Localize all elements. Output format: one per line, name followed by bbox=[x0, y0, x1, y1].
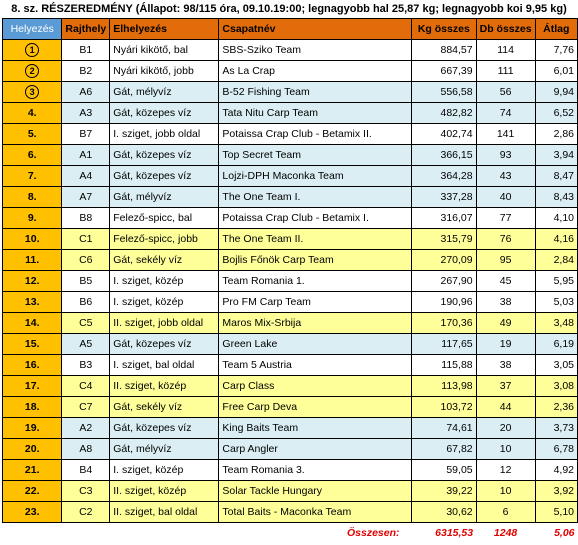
db-cell: 37 bbox=[476, 376, 535, 397]
avg-cell: 3,08 bbox=[535, 376, 577, 397]
team-cell: Team Romania 3. bbox=[219, 460, 412, 481]
db-cell: 43 bbox=[476, 166, 535, 187]
place-cell: 8. bbox=[3, 187, 62, 208]
avg-cell: 2,86 bbox=[535, 124, 577, 145]
place-cell: 11. bbox=[3, 250, 62, 271]
avg-cell: 4,92 bbox=[535, 460, 577, 481]
place-cell: 18. bbox=[3, 397, 62, 418]
peg-cell: A5 bbox=[62, 334, 110, 355]
team-cell: Free Carp Deva bbox=[219, 397, 412, 418]
db-cell: 93 bbox=[476, 145, 535, 166]
table-row bbox=[3, 208, 578, 229]
team-cell: The One Team II. bbox=[219, 229, 412, 250]
table-row bbox=[3, 439, 578, 460]
team-cell: Bojlis Főnök Carp Team bbox=[219, 250, 412, 271]
peg-cell: B3 bbox=[62, 355, 110, 376]
table-header-row bbox=[3, 19, 578, 40]
db-cell: 19 bbox=[476, 334, 535, 355]
location-cell: II. sziget, jobb oldal bbox=[110, 313, 219, 334]
peg-cell: B5 bbox=[62, 271, 110, 292]
peg-cell: A4 bbox=[62, 166, 110, 187]
location-cell: Felező-spicc, jobb bbox=[110, 229, 219, 250]
table-row bbox=[3, 40, 578, 61]
avg-cell: 5,10 bbox=[535, 502, 577, 523]
location-cell: Gát, mélyvíz bbox=[110, 82, 219, 103]
location-cell: I. sziget, bal oldal bbox=[110, 355, 219, 376]
location-cell: Gát, közepes víz bbox=[110, 103, 219, 124]
place-cell: 22. bbox=[3, 481, 62, 502]
header-atlag: Átlag bbox=[535, 19, 577, 40]
avg-cell: 3,05 bbox=[535, 355, 577, 376]
place-cell: 19. bbox=[3, 418, 62, 439]
peg-cell: C4 bbox=[62, 376, 110, 397]
location-cell: II. sziget, közép bbox=[110, 376, 219, 397]
kg-cell: 366,15 bbox=[412, 145, 477, 166]
peg-cell: A8 bbox=[62, 439, 110, 460]
avg-cell: 2,84 bbox=[535, 250, 577, 271]
db-cell: 77 bbox=[476, 208, 535, 229]
kg-cell: 270,09 bbox=[412, 250, 477, 271]
team-cell: Top Secret Team bbox=[219, 145, 412, 166]
table-row bbox=[3, 229, 578, 250]
place-cell: 14. bbox=[3, 313, 62, 334]
table-row bbox=[3, 166, 578, 187]
avg-cell: 5,95 bbox=[535, 271, 577, 292]
db-cell: 38 bbox=[476, 292, 535, 313]
table-row bbox=[3, 250, 578, 271]
table-row bbox=[3, 61, 578, 82]
kg-cell: 117,65 bbox=[412, 334, 477, 355]
location-cell: Gát, közepes víz bbox=[110, 334, 219, 355]
header-db-osszes: Db összes bbox=[476, 19, 535, 40]
table-row bbox=[3, 124, 578, 145]
peg-cell: C5 bbox=[62, 313, 110, 334]
totals-avg: 5,06 bbox=[535, 523, 577, 544]
kg-cell: 39,22 bbox=[412, 481, 477, 502]
kg-cell: 115,88 bbox=[412, 355, 477, 376]
avg-cell: 9,94 bbox=[535, 82, 577, 103]
kg-cell: 364,28 bbox=[412, 166, 477, 187]
avg-cell: 6,19 bbox=[535, 334, 577, 355]
kg-cell: 337,28 bbox=[412, 187, 477, 208]
db-cell: 12 bbox=[476, 460, 535, 481]
table-row bbox=[3, 376, 578, 397]
header-elhelyezes: Elhelyezés bbox=[110, 19, 219, 40]
db-cell: 95 bbox=[476, 250, 535, 271]
peg-cell: A1 bbox=[62, 145, 110, 166]
location-cell: II. sziget, bal oldal bbox=[110, 502, 219, 523]
avg-cell: 6,78 bbox=[535, 439, 577, 460]
peg-cell: A7 bbox=[62, 187, 110, 208]
kg-cell: 59,05 bbox=[412, 460, 477, 481]
kg-cell: 30,62 bbox=[412, 502, 477, 523]
avg-cell: 7,76 bbox=[535, 40, 577, 61]
peg-cell: A3 bbox=[62, 103, 110, 124]
location-cell: Gát, sekély víz bbox=[110, 250, 219, 271]
place-cell bbox=[3, 40, 62, 61]
db-cell: 49 bbox=[476, 313, 535, 334]
team-cell: As La Crap bbox=[219, 61, 412, 82]
kg-cell: 556,58 bbox=[412, 82, 477, 103]
db-cell: 10 bbox=[476, 439, 535, 460]
db-cell: 38 bbox=[476, 355, 535, 376]
kg-cell: 74,61 bbox=[412, 418, 477, 439]
location-cell: Gát, mélyvíz bbox=[110, 439, 219, 460]
avg-cell: 3,73 bbox=[535, 418, 577, 439]
db-cell: 44 bbox=[476, 397, 535, 418]
location-cell: II. sziget, közép bbox=[110, 481, 219, 502]
header-kg-osszes: Kg összes bbox=[412, 19, 477, 40]
place-cell: 12. bbox=[3, 271, 62, 292]
place-cell: 23. bbox=[3, 502, 62, 523]
results-table bbox=[2, 18, 578, 544]
kg-cell: 190,96 bbox=[412, 292, 477, 313]
table-row bbox=[3, 334, 578, 355]
avg-cell: 8,43 bbox=[535, 187, 577, 208]
team-cell: The One Team I. bbox=[219, 187, 412, 208]
place-cell: 16. bbox=[3, 355, 62, 376]
team-cell: Lojzi-DPH Maconka Team bbox=[219, 166, 412, 187]
peg-cell: C7 bbox=[62, 397, 110, 418]
table-row bbox=[3, 313, 578, 334]
db-cell: 111 bbox=[476, 61, 535, 82]
avg-cell: 4,16 bbox=[535, 229, 577, 250]
team-cell: Green Lake bbox=[219, 334, 412, 355]
team-cell: Carp Angler bbox=[219, 439, 412, 460]
place-cell: 20. bbox=[3, 439, 62, 460]
place-cell bbox=[3, 61, 62, 82]
db-cell: 76 bbox=[476, 229, 535, 250]
location-cell: Gát, közepes víz bbox=[110, 166, 219, 187]
location-cell: I. sziget, közép bbox=[110, 292, 219, 313]
peg-cell: C2 bbox=[62, 502, 110, 523]
peg-cell: B2 bbox=[62, 61, 110, 82]
place-cell: 5. bbox=[3, 124, 62, 145]
kg-cell: 267,90 bbox=[412, 271, 477, 292]
team-cell: Solar Tackle Hungary bbox=[219, 481, 412, 502]
team-cell: Carp Class bbox=[219, 376, 412, 397]
peg-cell: B8 bbox=[62, 208, 110, 229]
location-cell: Gát, közepes víz bbox=[110, 145, 219, 166]
db-cell: 114 bbox=[476, 40, 535, 61]
totals-row bbox=[3, 523, 578, 544]
kg-cell: 402,74 bbox=[412, 124, 477, 145]
team-cell: Tata Nitu Carp Team bbox=[219, 103, 412, 124]
team-cell: Total Baits - Maconka Team bbox=[219, 502, 412, 523]
page-title: 8. sz. RÉSZEREDMÉNY (Állapot: 98/115 óra, 09.10.19:00; legnagyobb hal 25,87 kg; legnagyobb koi 9,95 kg) bbox=[11, 3, 567, 15]
avg-cell: 6,01 bbox=[535, 61, 577, 82]
table-row bbox=[3, 103, 578, 124]
header-csapatnev: Csapatnév bbox=[219, 19, 412, 40]
header-rajthely: Rajthely bbox=[62, 19, 110, 40]
db-cell: 141 bbox=[476, 124, 535, 145]
place-cell bbox=[3, 82, 62, 103]
table-row bbox=[3, 418, 578, 439]
peg-cell: B4 bbox=[62, 460, 110, 481]
totals-kg: 6315,53 bbox=[412, 523, 477, 544]
location-cell: Nyári kikötő, jobb bbox=[110, 61, 219, 82]
kg-cell: 884,57 bbox=[412, 40, 477, 61]
table-row bbox=[3, 460, 578, 481]
kg-cell: 316,07 bbox=[412, 208, 477, 229]
db-cell: 56 bbox=[476, 82, 535, 103]
table-row bbox=[3, 145, 578, 166]
table-row bbox=[3, 82, 578, 103]
peg-cell: C1 bbox=[62, 229, 110, 250]
team-cell: King Baits Team bbox=[219, 418, 412, 439]
team-cell: Potaissa Crap Club - Betamix I. bbox=[219, 208, 412, 229]
avg-cell: 8,47 bbox=[535, 166, 577, 187]
totals-label: Összesen: bbox=[219, 523, 412, 544]
location-cell: I. sziget, közép bbox=[110, 271, 219, 292]
avg-cell: 3,92 bbox=[535, 481, 577, 502]
location-cell: Gát, mélyvíz bbox=[110, 187, 219, 208]
place-cell: 7. bbox=[3, 166, 62, 187]
peg-cell: A6 bbox=[62, 82, 110, 103]
avg-cell: 3,48 bbox=[535, 313, 577, 334]
peg-cell: B1 bbox=[62, 40, 110, 61]
table-row bbox=[3, 271, 578, 292]
table-row bbox=[3, 397, 578, 418]
header-helyezes: Helyezés bbox=[3, 19, 62, 40]
medal-circle-icon: 2 bbox=[25, 64, 39, 78]
kg-cell: 103,72 bbox=[412, 397, 477, 418]
db-cell: 6 bbox=[476, 502, 535, 523]
place-cell: 17. bbox=[3, 376, 62, 397]
team-cell: SBS-Sziko Team bbox=[219, 40, 412, 61]
location-cell: Gát, közepes víz bbox=[110, 418, 219, 439]
totals-db: 1248 bbox=[476, 523, 535, 544]
medal-circle-icon: 1 bbox=[25, 43, 39, 57]
place-cell: 4. bbox=[3, 103, 62, 124]
table-row bbox=[3, 481, 578, 502]
place-cell: 9. bbox=[3, 208, 62, 229]
peg-cell: A2 bbox=[62, 418, 110, 439]
place-cell: 10. bbox=[3, 229, 62, 250]
table-body bbox=[3, 40, 578, 523]
team-cell: B-52 Fishing Team bbox=[219, 82, 412, 103]
avg-cell: 6,52 bbox=[535, 103, 577, 124]
place-cell: 13. bbox=[3, 292, 62, 313]
db-cell: 40 bbox=[476, 187, 535, 208]
team-cell: Pro FM Carp Team bbox=[219, 292, 412, 313]
db-cell: 74 bbox=[476, 103, 535, 124]
location-cell: I. sziget, jobb oldal bbox=[110, 124, 219, 145]
place-cell: 6. bbox=[3, 145, 62, 166]
kg-cell: 170,36 bbox=[412, 313, 477, 334]
table-row bbox=[3, 502, 578, 523]
avg-cell: 2,36 bbox=[535, 397, 577, 418]
location-cell: Felező-spicc, bal bbox=[110, 208, 219, 229]
place-cell: 15. bbox=[3, 334, 62, 355]
table-row bbox=[3, 355, 578, 376]
kg-cell: 667,39 bbox=[412, 61, 477, 82]
place-cell: 21. bbox=[3, 460, 62, 481]
location-cell: I. sziget, közép bbox=[110, 460, 219, 481]
table-row bbox=[3, 292, 578, 313]
peg-cell: C6 bbox=[62, 250, 110, 271]
location-cell: Gát, sekély víz bbox=[110, 397, 219, 418]
kg-cell: 67,82 bbox=[412, 439, 477, 460]
team-cell: Maros Mix-Srbija bbox=[219, 313, 412, 334]
kg-cell: 315,79 bbox=[412, 229, 477, 250]
avg-cell: 3,94 bbox=[535, 145, 577, 166]
kg-cell: 482,82 bbox=[412, 103, 477, 124]
peg-cell: B7 bbox=[62, 124, 110, 145]
peg-cell: B6 bbox=[62, 292, 110, 313]
db-cell: 20 bbox=[476, 418, 535, 439]
team-cell: Team 5 Austria bbox=[219, 355, 412, 376]
avg-cell: 5,03 bbox=[535, 292, 577, 313]
db-cell: 10 bbox=[476, 481, 535, 502]
team-cell: Potaissa Crap Club - Betamix II. bbox=[219, 124, 412, 145]
table-row bbox=[3, 187, 578, 208]
medal-circle-icon: 3 bbox=[25, 85, 39, 99]
avg-cell: 4,10 bbox=[535, 208, 577, 229]
peg-cell: C3 bbox=[62, 481, 110, 502]
kg-cell: 113,98 bbox=[412, 376, 477, 397]
location-cell: Nyári kikötő, bal bbox=[110, 40, 219, 61]
db-cell: 45 bbox=[476, 271, 535, 292]
team-cell: Team Romania 1. bbox=[219, 271, 412, 292]
